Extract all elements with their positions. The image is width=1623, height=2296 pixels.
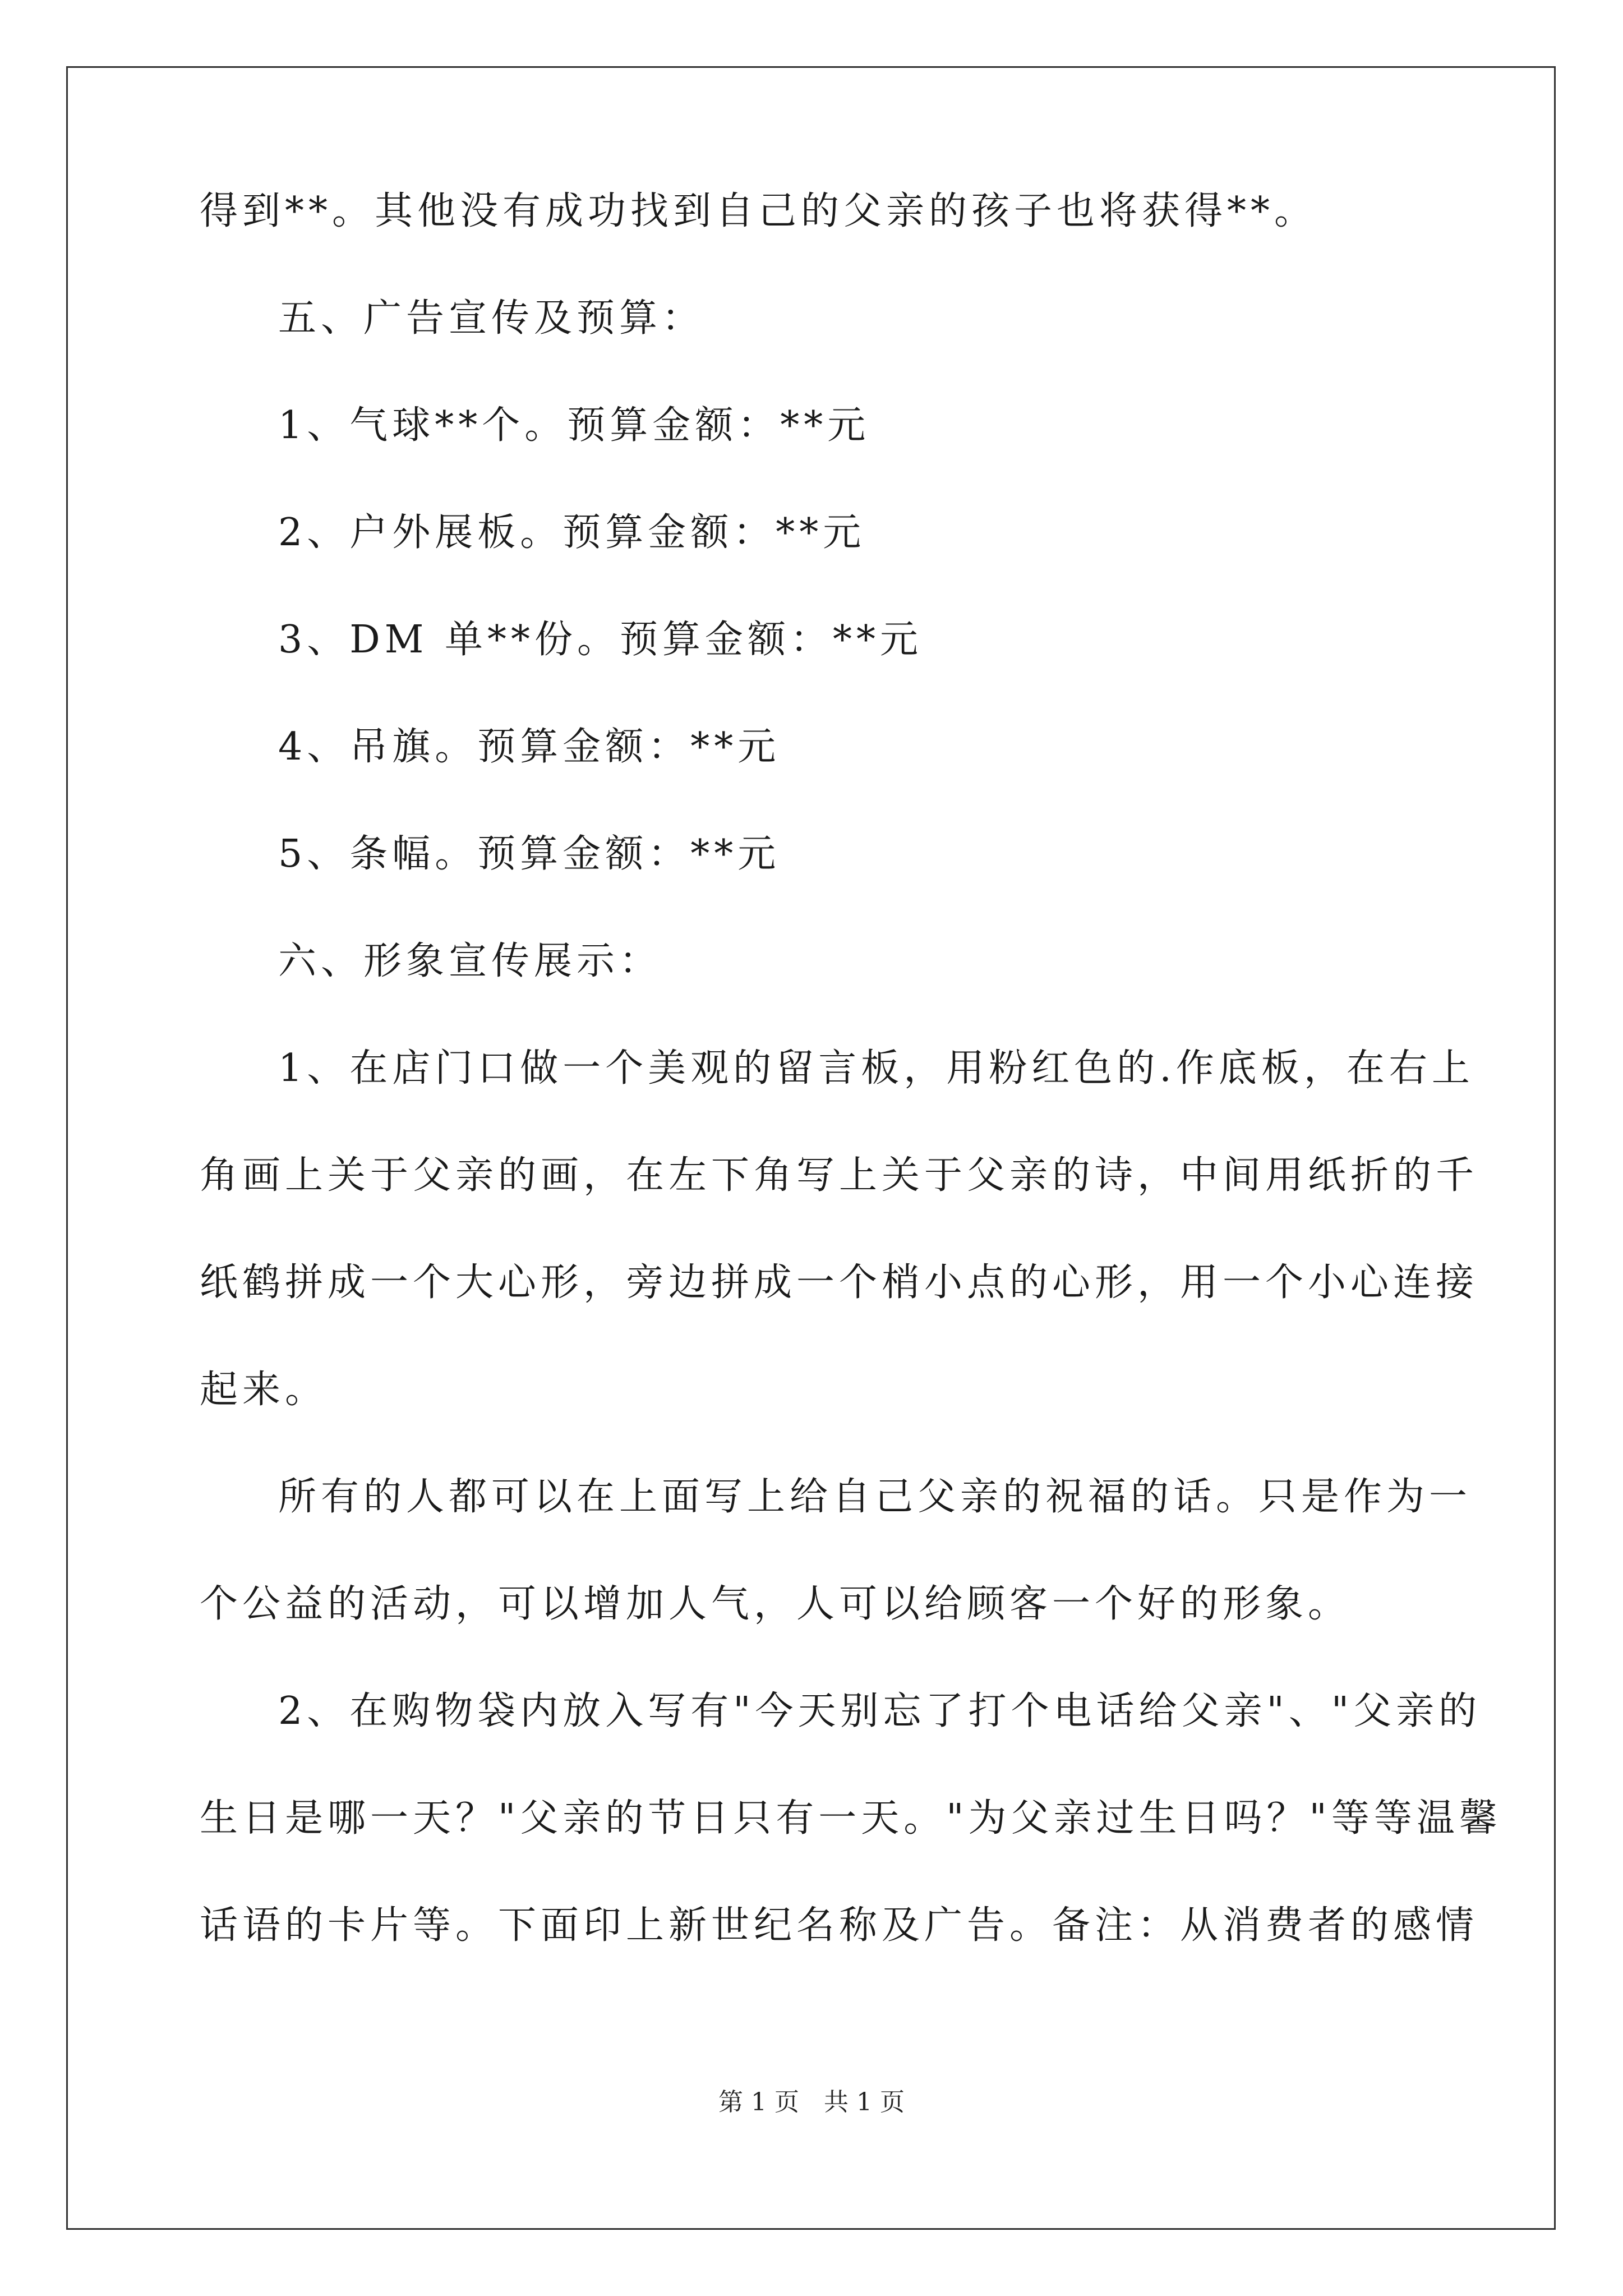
text-line: 生日是哪一天？"父亲的节日只有一天。"为父亲过生日吗？"等等温馨 — [200, 1796, 1502, 1841]
list-item: 5、条幅。预算金额：**元 — [278, 832, 781, 876]
text-line: 纸鹤拼成一个大心形，旁边拼成一个梢小点的心形，用一个小心连接 — [200, 1260, 1479, 1305]
text-line: 角画上关于父亲的画，在左下角写上关于父亲的诗，中间用纸折的千 — [200, 1153, 1479, 1198]
text-line: 2、在购物袋内放入写有"今天别忘了打个电话给父亲"、"父亲的 — [278, 1689, 1482, 1733]
list-item: 4、吊旗。预算金额：**元 — [278, 725, 781, 769]
text-line: 得到**。其他没有成功找到自己的父亲的孩子也将获得**。 — [200, 189, 1317, 233]
section-heading: 五、广告宣传及预算： — [278, 296, 705, 341]
text-line: 起来。 — [200, 1368, 328, 1412]
list-item: 1、气球**个。预算金额：**元 — [278, 403, 870, 448]
text-line: 话语的卡片等。下面印上新世纪名称及广告。备注：从消费者的感情 — [200, 1903, 1479, 1948]
section-heading: 六、形象宣传展示： — [278, 939, 662, 983]
list-item: 2、户外展板。预算金额：**元 — [278, 510, 866, 555]
text-line: 个公益的活动，可以增加人气，人可以给顾客一个好的形象。 — [200, 1582, 1351, 1626]
text-line: 所有的人都可以在上面写上给自己父亲的祝福的话。只是作为一 — [278, 1475, 1472, 1519]
text-line: 1、在店门口做一个美观的留言板，用粉红色的.作底板，在右上 — [278, 1046, 1474, 1091]
list-item: 3、DM 单**份。预算金额：**元 — [278, 618, 923, 662]
page-footer: 第 1 页 共 1 页 — [718, 2088, 905, 2116]
